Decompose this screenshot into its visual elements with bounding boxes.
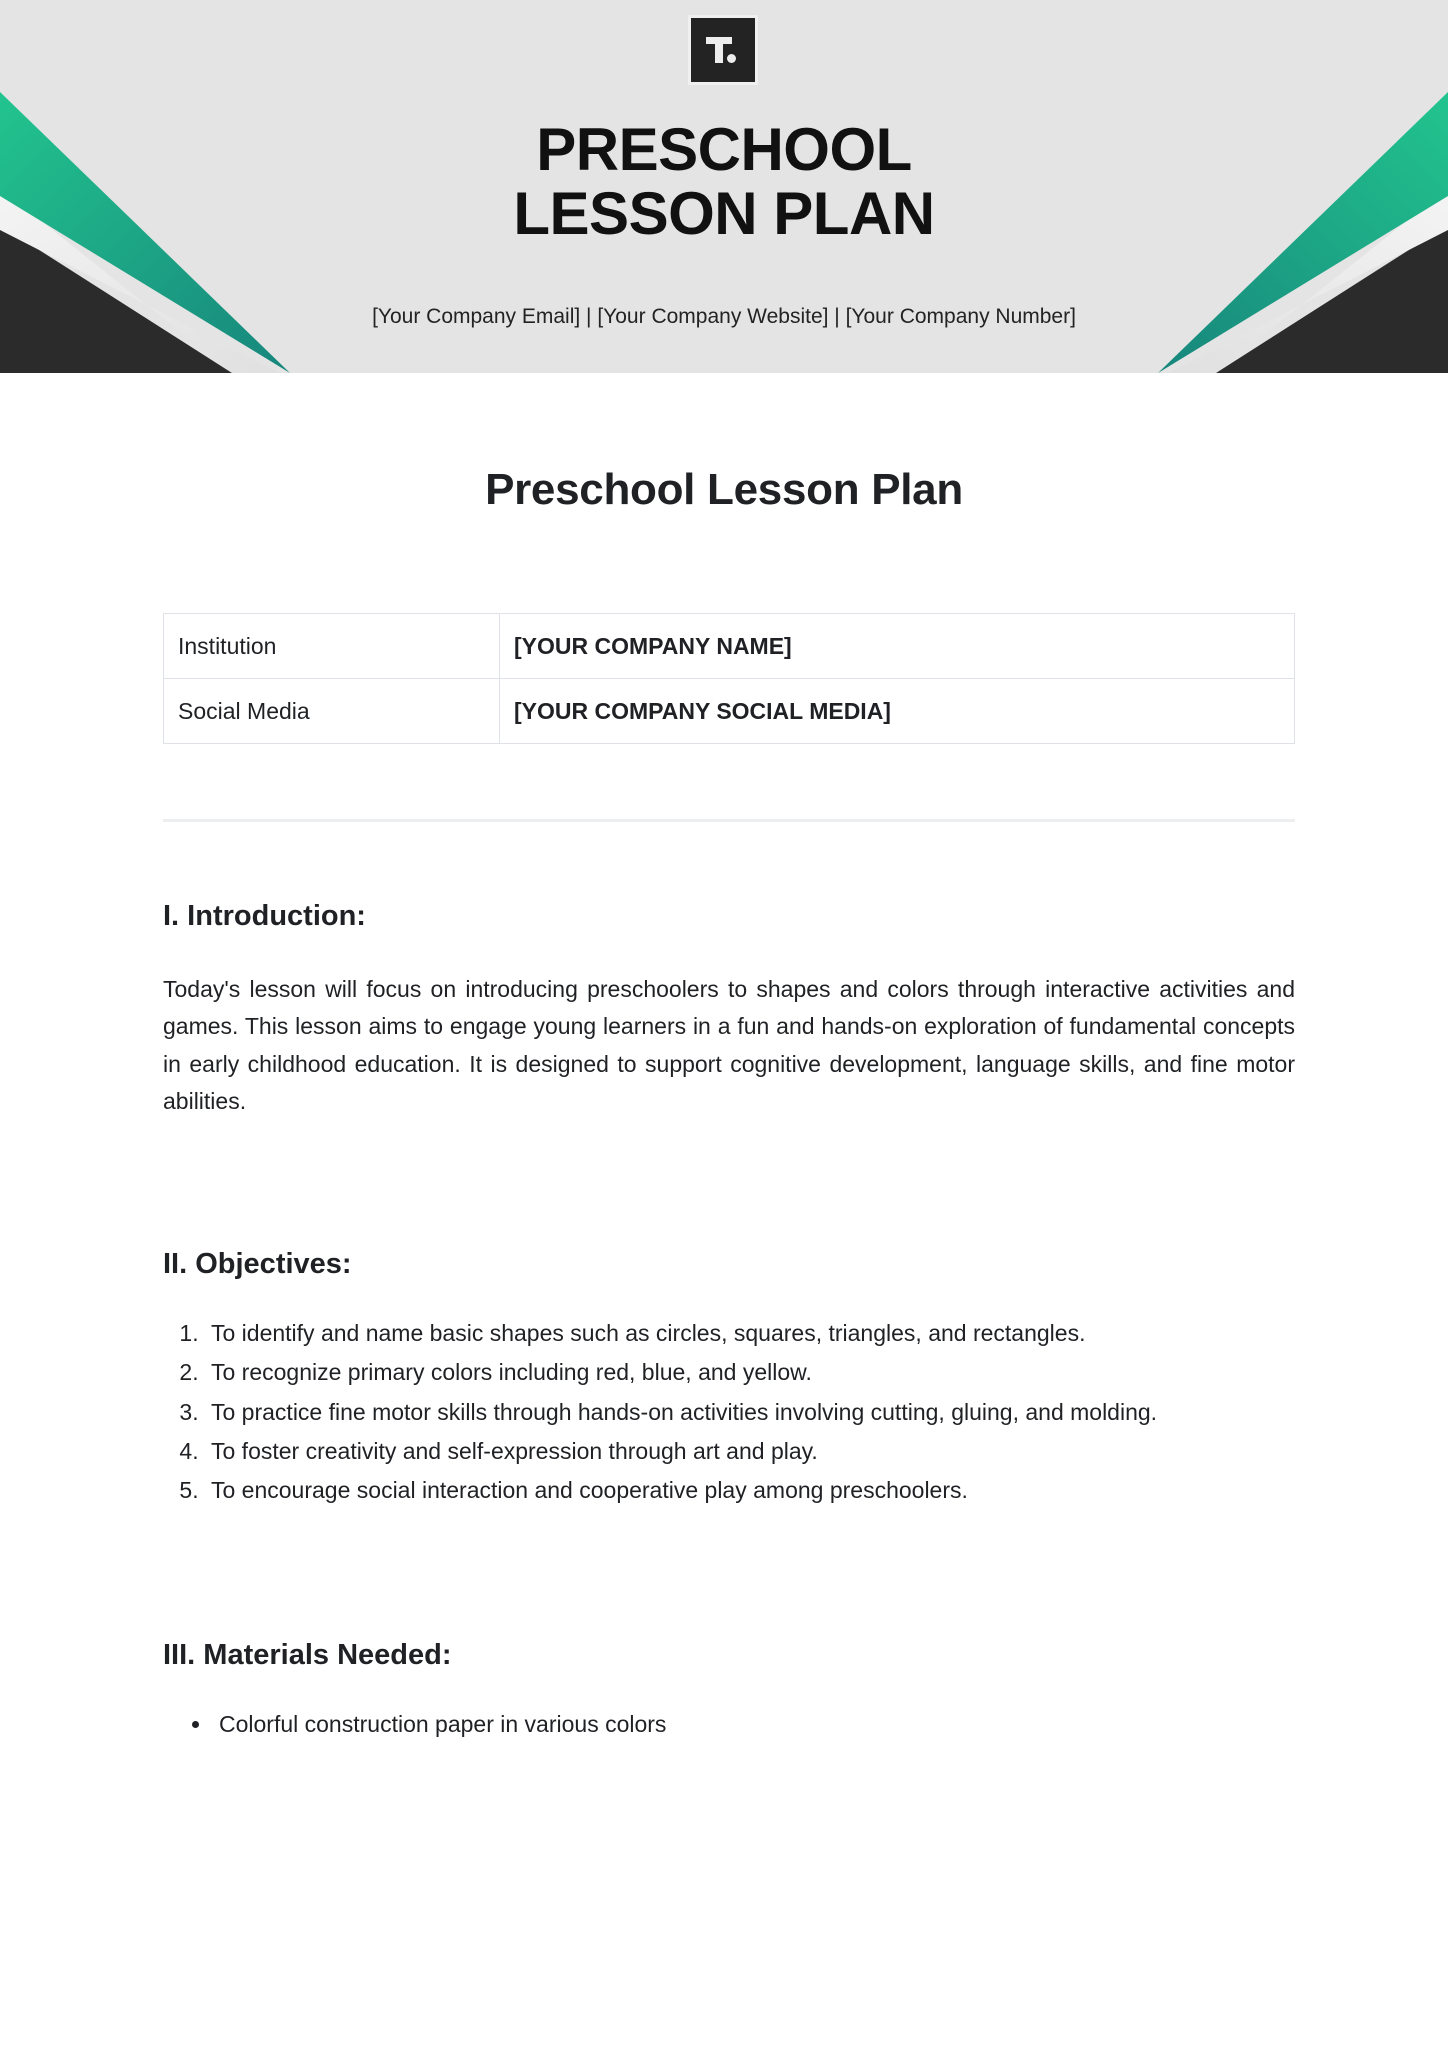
banner-contact-line: [Your Company Email] | [Your Company Website] | [Your Company Number] [372,305,1076,328]
objectives-list [163,1315,1295,1509]
section-materials-needed [163,1639,1285,1743]
document-header-banner [0,0,1448,373]
list-item: 5. To encourage social interaction and cooperative play among preschoolers. [205,1472,1295,1509]
section-introduction [163,900,1295,1120]
list-item: 1. To identify and name basic shapes such as circles, squares, triangles, and rectangles. [205,1315,1295,1352]
logo-t-dot-icon [703,30,743,70]
introduction-paragraph: Today's lesson will focus on introducing preschoolers to shapes and colors through interactive activities and games. This lesson aims to engage young learners in a fun and hands-on exploration of fundamental concepts in early childhood education. It is designed to support cognitive development, language skills, and fine motor abilities. [163,976,1295,1114]
banner-title-line-2: LESSON PLAN [513,180,935,248]
list-item: • Colorful construction paper in various colors [213,1706,1303,1743]
banner-title-line-1: PRESCHOOL [536,116,912,183]
list-item: 4. To foster creativity and self-expression through art and play. [205,1433,1295,1470]
list-item: 3. To practice fine motor skills through hands-on activities involving cutting, gluing, and molding. [205,1394,1295,1431]
page-title: Preschool Lesson Plan [485,465,963,514]
table-row [164,614,1295,679]
section-heading-materials-needed: III. Materials Needed: [163,1639,452,1672]
section-objectives [163,1248,1285,1509]
section-divider [163,819,1295,822]
list-item: 2. To recognize primary colors including red, blue, and yellow. [205,1354,1295,1391]
section-heading-introduction: I. Introduction: [163,900,366,932]
table-cell-value[interactable]: [YOUR COMPANY NAME] [500,614,1295,679]
document-body [0,373,1448,1744]
table-cell-label: Institution [164,614,500,679]
table-cell-value[interactable]: [YOUR COMPANY SOCIAL MEDIA] [500,679,1295,744]
company-logo [688,15,758,85]
institution-info-table [163,613,1295,744]
banner-title [0,118,1448,246]
table-row [164,679,1295,744]
materials-list [163,1706,1303,1743]
section-heading-objectives: II. Objectives: [163,1248,352,1280]
table-cell-label: Social Media [164,679,500,744]
